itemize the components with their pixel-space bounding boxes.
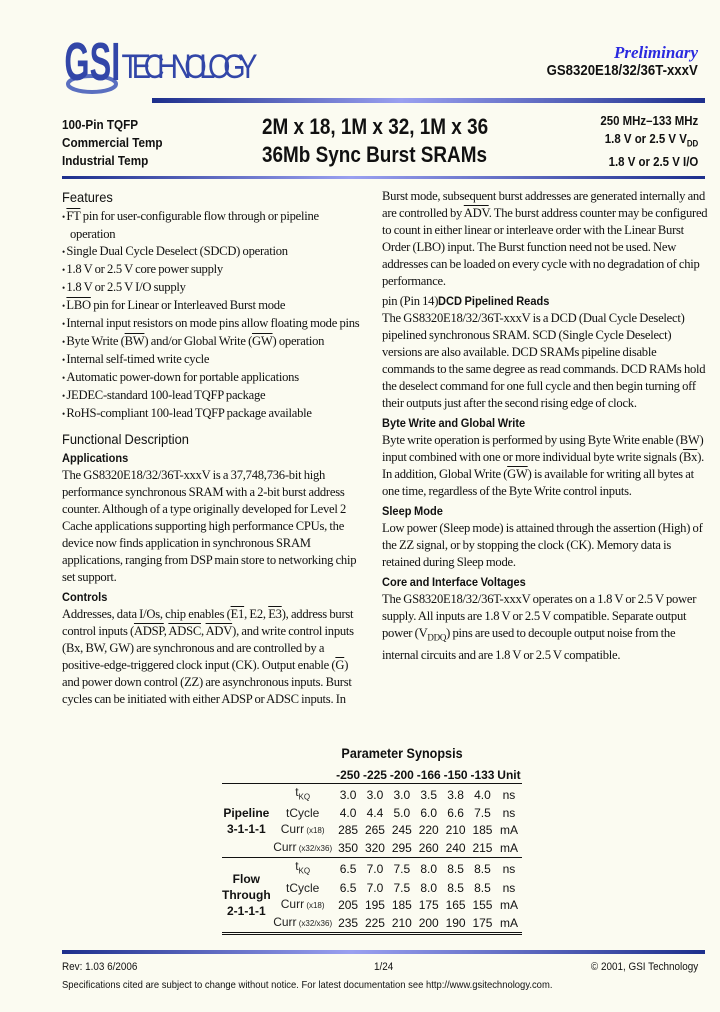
text-segment: pin for Linear or Interleaved Burst mode [90,298,286,312]
param-value: 155 [472,897,493,912]
overlined-signal: $\overline{G}$ [335,658,345,672]
param-name: Curr (x32/x36) [271,839,335,858]
param-unit: mA [499,897,518,912]
spec-frequency: 250 MHz–133 MHz [600,113,698,128]
param-value: 8.5 [474,880,491,895]
feature-item [62,243,364,261]
group-label-line: Pipeline [223,805,270,820]
param-config: (x18) [304,900,325,910]
sleep-mode-heading: Sleep Mode [382,504,443,518]
footer-copyright: © 2001, GSI Technology [590,961,698,973]
param-value: 8.0 [420,862,438,877]
feature-item [62,351,364,369]
applications-text [62,467,364,586]
byte-write-text [382,432,710,500]
param-value: 6.5 [339,862,357,877]
param-value: 8.5 [447,880,464,895]
spec-commercial-temp: Commercial Temp [62,135,163,150]
text-segment: The GS8320E18/32/36T-xxxV operates on a 1.8 V or 2.5 V power supply. All inputs are 1.8 V or 2.5 V compatible. Separate output power (V [382,592,697,640]
group-label [222,858,271,933]
param-config: (x32/x36) [296,918,333,928]
footer-rule [62,950,705,954]
voltages-text [382,591,710,664]
spec-vdd-text: 1.8 V or 2.5 V V [604,131,687,146]
text-segment: ), address burst control inputs ( [62,607,354,638]
column-header: -166 [416,768,441,782]
left-column [62,189,364,708]
synopsis-title: Parameter Synopsis [341,745,463,761]
text-segment: Byte write operation is performed by using Byte Write enable (BW) input combined with one or more individual byte write signals ( [382,433,704,464]
param-value: 7.0 [366,862,384,877]
feature-item [62,208,364,243]
param-config: (x32/x36) [296,844,333,854]
group-label-line: 3-1-1-1 [226,821,266,836]
blank-header [222,767,271,784]
overlined-signal: $\overline{GW}$ [507,467,528,481]
text-segment: The GS8320E18/32/36T-xxxV is a 37,748,736-bit high performance synchronous SRAM with a 2-bit burst address counter. Although of a type originally developed for Level 2 Cache applications supporting high performance CPUs, the device now finds application in synchronous SRAM applications, ranging from DSP main store to networking chip set support. [62,468,357,584]
page-title [262,113,488,169]
param-value: 200 [415,914,442,934]
param-value: 265 [364,823,385,838]
group-label [222,784,271,858]
overlined-signal: $\overline{LBO}$ [66,298,91,312]
dcd-prefix: pin (Pin 14) [382,294,439,308]
param-value: 350 [335,839,362,858]
blank-header [271,767,335,784]
text-segment: JEDEC-standard 100-lead TQFP package [66,388,266,402]
preliminary-label: Preliminary [613,43,698,62]
param-value: 285 [338,823,359,838]
feature-item [62,261,364,279]
param-value: 235 [335,914,362,934]
overlined-signal: $\overline{Bx}$ [683,450,698,464]
param-value: 225 [362,914,389,934]
group-label-line: 2-1-1-1 [226,904,266,919]
overlined-signal: $\overline{ADV}$ [463,206,489,220]
feature-item [62,333,364,351]
param-value: 5.0 [393,806,411,821]
param-unit: ns [502,880,516,895]
param-value: 190 [442,914,469,934]
param-value: 205 [338,897,359,912]
param-value: 320 [362,839,389,858]
param-name: $t_{KQ}$ [295,859,311,876]
param-name: tCycle [285,880,320,895]
param-sub: KQ [298,792,311,802]
features-heading: Features [62,189,113,205]
param-value: 6.6 [447,806,464,821]
overlined-signal: $\overline{ADV}$ [205,624,233,638]
text-segment: The GS8320E18/32/36T-xxxV is a DCD (Dual Cycle Deselect) pipelined synchronous SRAM. SCD (Single Cycle Deselect) versions are also available. DCD SRAMs pipeline disable commands to the same degree as read commands. DCD RAMs hold the deselect command for one full cycle and then begin turning off their outputs just after the second rising edge of clock. [382,311,706,410]
param-unit: ns [502,806,516,821]
feature-item [62,297,364,315]
param-value: 3.0 [366,787,384,802]
text-segment: 1.8 V or 2.5 V I/O supply [66,280,186,294]
electrical-specs [600,112,698,171]
param-value: 6.0 [420,806,438,821]
param-value: 8.5 [474,862,491,877]
text-segment: ) operation [272,334,325,348]
param-unit: mA [496,914,522,934]
param-name: Curr (x18) [280,822,325,837]
param-name: Curr (x32/x36) [271,914,335,934]
title-line-2: 36Mb Sync Burst SRAMs [262,142,487,167]
text-segment: , E2, [244,607,269,621]
text-segment: Internal input resistors on mode pins allow floating mode pins [66,316,360,330]
param-value: 8.5 [447,862,464,877]
dcd-text [382,310,710,412]
param-value: 7.0 [366,880,384,895]
overlined-signal: $\overline{GW}$ [252,334,273,348]
right-column [382,188,710,664]
text-segment: Internal self-timed write cycle [66,352,210,366]
param-value: 220 [418,823,439,838]
svg-text:GSI: GSI [64,32,121,93]
param-value: 7.5 [393,880,411,895]
text-segment: ) pins are used to decouple output noise from the internal circuits and are 1.8 V or 2.5 V compatible. [382,626,676,662]
spec-industrial-temp: Industrial Temp [62,153,149,168]
param-value: 3.0 [339,787,357,802]
overlined-signal: $\overline{BW}$ [124,334,145,348]
param-value: 215 [469,839,496,858]
footer-notice: Specifications cited are subject to change without notice. For latest documentation see http://www.gsitechnology.com. [62,979,553,991]
text-segment: ) and power down control (ZZ) are asynchronous inputs. Burst cycles can be initiated with either ADSP or ADSC inputs. In [62,658,352,706]
group-label-line: Flow [232,872,260,887]
param-value: 210 [445,823,466,838]
param-value: 195 [364,897,385,912]
gsi-technology-logo [62,28,262,98]
applications-heading: Applications [62,451,129,465]
param-unit: mA [496,839,522,858]
param-value: 295 [388,839,415,858]
param-value: 4.0 [474,787,491,802]
text-segment: ), and write control inputs (Bx, BW, GW) are synchronous and are controlled by a positive-edge-triggered clock input (CK). Output enable ( [62,624,354,672]
feature-item [62,387,364,405]
param-value: 175 [469,914,496,934]
text-segment: Automatic power-down for portable applications [66,370,299,384]
column-header: -250 [336,768,361,782]
column-header: -150 [443,768,468,782]
param-unit: ns [502,787,516,802]
param-unit: ns [502,862,516,877]
table-row [222,784,522,806]
overlined-signal: ADSP [133,624,164,638]
param-name: Curr (x18) [280,896,325,911]
text-segment: Byte Write ( [66,334,125,348]
controls-heading: Controls [62,590,108,604]
spec-vdd [600,130,698,153]
param-value: 165 [445,897,466,912]
param-value: 185 [472,823,493,838]
dcd-heading-line [382,293,710,310]
text-segment: , [200,624,206,638]
param-value: 245 [391,823,412,838]
feature-item [62,279,364,297]
package-temp-specs [62,116,163,170]
spec-io: 1.8 V or 2.5 V I/O [608,153,698,169]
param-value: 3.5 [420,787,438,802]
param-value: 185 [391,897,412,912]
column-header: -200 [389,768,414,782]
text-segment: Low power (Sleep mode) is attained through the assertion (High) of the ZZ signal, or by stopping the clock (CK). Memory data is retained during Sleep mode. [382,521,703,569]
feature-item [62,405,364,423]
svg-text:TECHNOLOGY: TECHNOLOGY [121,46,258,86]
text-segment: . The burst address counter may be configured to count in either linear or interleave order with the Linear Burst Order (LBO) input. The Burst function need not be used. New addresses can be loaded on every cycle with no degradation of chip performance. [382,206,708,288]
text-segment: Single Dual Cycle Deselect (SDCD) operation [66,244,288,258]
column-header: Unit [497,768,521,782]
text-segment: ) is available for writing all bytes at one time, regardless of the Byte Write control inputs. [382,467,694,498]
byte-write-heading: Byte Write and Global Write [382,416,526,430]
sleep-mode-text [382,520,710,571]
param-value: 260 [415,839,442,858]
title-line-1: 2M x 18, 1M x 32, 1M x 36 [262,114,489,139]
text-segment: ) and/or Global Write ( [144,334,253,348]
text-segment: Burst mode, subsequent burst addresses are generated internally and are controlled by [382,189,706,220]
param-value: 175 [418,897,439,912]
overlined-signal: $\overline{FT}$ [66,209,81,223]
text-segment: 1.8 V or 2.5 V core power supply [66,262,223,276]
overlined-signal: E1 [230,607,245,621]
text-segment: RoHS-compliant 100-lead TQFP package available [66,406,312,420]
param-value: 210 [388,914,415,934]
param-name: $t_{KQ}$ [295,785,311,802]
voltages-heading: Core and Interface Voltages [382,575,526,589]
param-name: tCycle [285,806,320,821]
group-label-line: Through [222,888,271,903]
overlined-signal: E3 [268,607,282,621]
synopsis-table [222,767,522,935]
text-segment: ). In addition, Global Write ( [382,450,705,481]
burst-text [382,188,710,290]
dcd-heading: DCD Pipelined Reads [438,294,550,308]
param-value: 240 [442,839,469,858]
param-unit: mA [499,823,518,838]
spec-package: 100-Pin TQFP [62,117,139,132]
controls-text [62,606,364,708]
param-value: 4.0 [339,806,357,821]
param-value: 3.8 [447,787,464,802]
header-rule [152,98,705,103]
features-list [62,208,364,423]
parameter-synopsis [222,745,522,935]
column-header: -133 [470,768,495,782]
feature-item [62,369,364,387]
functional-description-heading: Functional Description [62,431,189,447]
feature-item [62,315,364,333]
param-config: (x18) [304,826,325,836]
footer-page: 1/24 [374,961,394,973]
param-value: 8.0 [420,880,438,895]
param-value: 6.5 [339,880,357,895]
text-segment: DDQ [427,632,447,643]
footer-rev: Rev: 1.03 6/2006 [62,961,138,973]
param-value: 4.4 [366,806,384,821]
text-segment: , [163,624,169,638]
title-rule [62,176,705,179]
synopsis-header-row [222,767,522,784]
param-value: 3.0 [393,787,411,802]
table-row [222,858,522,880]
param-value: 7.5 [474,806,491,821]
part-number: GS8320E18/32/36T-xxxV [546,62,698,79]
spec-vdd-sub: DD [686,138,698,149]
overlined-signal: ADSC [168,624,201,638]
text-segment: pin for user-configurable flow through or pipeline operation [70,209,319,241]
column-header: -225 [362,768,387,782]
param-value: 7.5 [393,862,411,877]
text-segment: Addresses, data I/Os, chip enables ( [62,607,231,621]
param-sub: KQ [298,866,311,876]
